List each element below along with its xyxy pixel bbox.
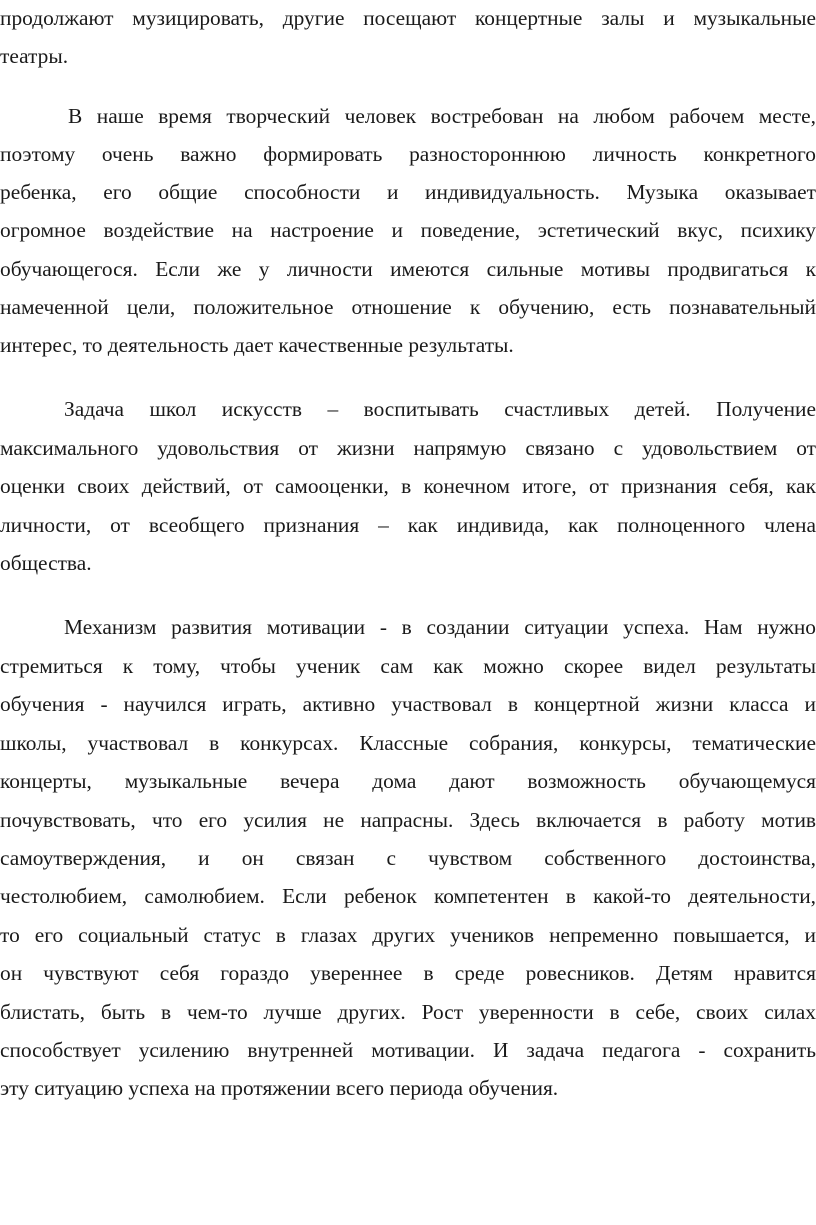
text-line: ребенка, его общие способности и индивидуальность. Музыка оказывает	[0, 180, 816, 204]
text-line: намеченной цели, положительное отношение к обучению, есть познавательный	[0, 295, 816, 319]
text-line: способствует усилению внутренней мотивации. И задача педагога - сохранить	[0, 1038, 816, 1062]
text-line: эту ситуацию успеха на протяжении всего периода обучения.	[0, 1076, 559, 1100]
text-line: общества.	[0, 551, 92, 575]
text-line: В наше время творческий человек востребован на любом рабочем месте,	[68, 104, 816, 128]
text-line: обучающегося. Если же у личности имеются сильные мотивы продвигаться к	[0, 257, 816, 281]
text-line: стремиться к тому, чтобы ученик сам как можно скорее видел результаты	[0, 654, 816, 678]
text-line: Механизм развития мотивации - в создании ситуации успеха. Нам нужно	[64, 615, 816, 639]
text-line: блистать, быть в чем-то лучше других. Рост уверенности в себе, своих силах	[0, 1000, 816, 1024]
text-line: театры.	[0, 44, 69, 68]
text-line: честолюбием, самолюбием. Если ребенок компетентен в какой-то деятельности,	[0, 884, 816, 908]
text-line: интерес, то деятельность дает качественные результаты.	[0, 333, 514, 357]
text-line: личности, от всеобщего признания – как индивида, как полноценного члена	[0, 513, 816, 537]
text-line: продолжают музицировать, другие посещают концертные залы и музыкальные	[0, 6, 816, 30]
text-line: то его социальный статус в глазах других учеников непременно повышается, и	[0, 923, 816, 947]
text-line: оценки своих действий, от самооценки, в конечном итоге, от признания себя, как	[0, 474, 816, 498]
text-line: поэтому очень важно формировать разностороннюю личность конкретного	[0, 142, 816, 166]
text-line: концерты, музыкальные вечера дома дают возможность обучающемуся	[0, 769, 816, 793]
text-line: он чувствуют себя гораздо увереннее в среде ровесников. Детям нравится	[0, 961, 816, 985]
text-line: максимального удовольствия от жизни напрямую связано с удовольствием от	[0, 436, 816, 460]
text-line: Задача школ искусств – воспитывать счастливых детей. Получение	[64, 397, 816, 421]
text-line: школы, участвовал в конкурсах. Классные собрания, конкурсы, тематические	[0, 731, 816, 755]
text-line: огромное воздействие на настроение и поведение, эстетический вкус, психику	[0, 218, 816, 242]
text-line: самоутверждения, и он связан с чувством собственного достоинства,	[0, 846, 816, 870]
text-line: почувствовать, что его усилия не напрасны. Здесь включается в работу мотив	[0, 808, 816, 832]
text-line: обучения - научился играть, активно участвовал в концертной жизни класса и	[0, 692, 816, 716]
